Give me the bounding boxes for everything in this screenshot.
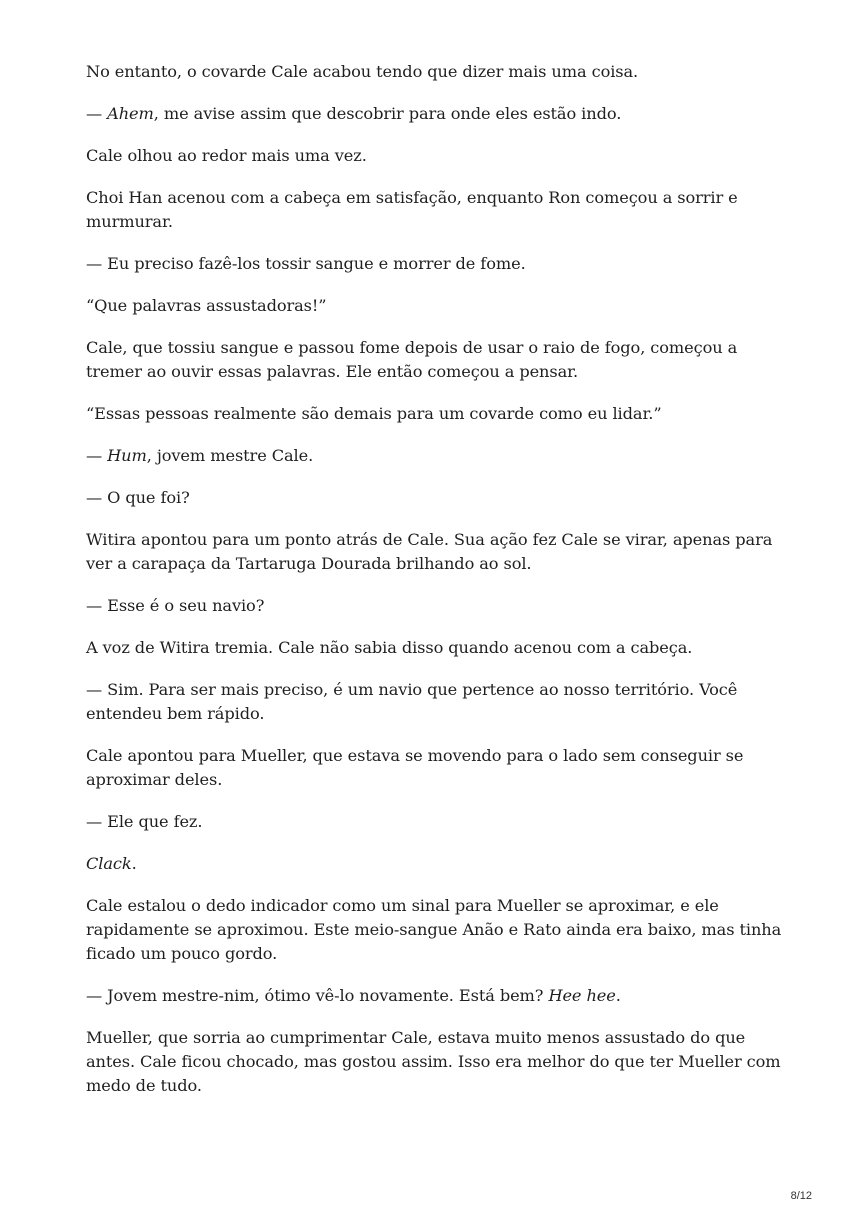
page-number: 8/12	[790, 1190, 812, 1202]
paragraph: Choi Han acenou com a cabeça em satisfação, enquanto Ron começou a sorrir e murmurar.	[86, 188, 738, 231]
paragraph: Cale apontou para Mueller, que estava se movendo para o lado sem conseguir se aproximar deles.	[86, 746, 744, 789]
paragraph: Witira apontou para um ponto atrás de Cale. Sua ação fez Cale se virar, apenas para ver a carapaça da Tartaruga Dourada brilhando ao sol.	[86, 530, 773, 573]
paragraph: Cale, que tossiu sangue e passou fome depois de usar o raio de fogo, começou a tremer ao ouvir essas palavras. Ele então começou a pensar.	[86, 338, 738, 381]
paragraph: — Jovem mestre-nim, ótimo vê-lo novamente. Está bem? Hee hee.	[86, 986, 621, 1005]
paragraph: No entanto, o covarde Cale acabou tendo que dizer mais uma coisa.	[86, 62, 639, 81]
paragraph: A voz de Witira tremia. Cale não sabia disso quando acenou com a cabeça.	[86, 638, 693, 657]
paragraph: Cale olhou ao redor mais uma vez.	[86, 146, 367, 165]
paragraph: — Esse é o seu navio?	[86, 596, 265, 615]
paragraph: — O que foi?	[86, 488, 190, 507]
paragraph: — Hum, jovem mestre Cale.	[86, 446, 314, 465]
paragraph: “Que palavras assustadoras!”	[86, 296, 327, 315]
paragraph: Clack.	[86, 854, 137, 873]
paragraph: — Eu preciso fazê-los tossir sangue e morrer de fome.	[86, 254, 526, 273]
document-body	[86, 60, 786, 1116]
paragraph: “Essas pessoas realmente são demais para um covarde como eu lidar.”	[86, 404, 662, 423]
paragraph: — Ele que fez.	[86, 812, 203, 831]
paragraph: Mueller, que sorria ao cumprimentar Cale, estava muito menos assustado do que antes. Cale ficou chocado, mas gostou assim. Isso era melhor do que ter Mueller com medo de tudo.	[86, 1028, 781, 1095]
paragraph: — Ahem, me avise assim que descobrir para onde eles estão indo.	[86, 104, 622, 123]
paragraph: Cale estalou o dedo indicador como um sinal para Mueller se aproximar, e ele rapidamente se aproximou. Este meio-sangue Anão e Rato ainda era baixo, mas tinha ficado um pouco gordo.	[86, 896, 782, 963]
paragraph: — Sim. Para ser mais preciso, é um navio que pertence ao nosso território. Você entendeu bem rápido.	[86, 680, 738, 723]
